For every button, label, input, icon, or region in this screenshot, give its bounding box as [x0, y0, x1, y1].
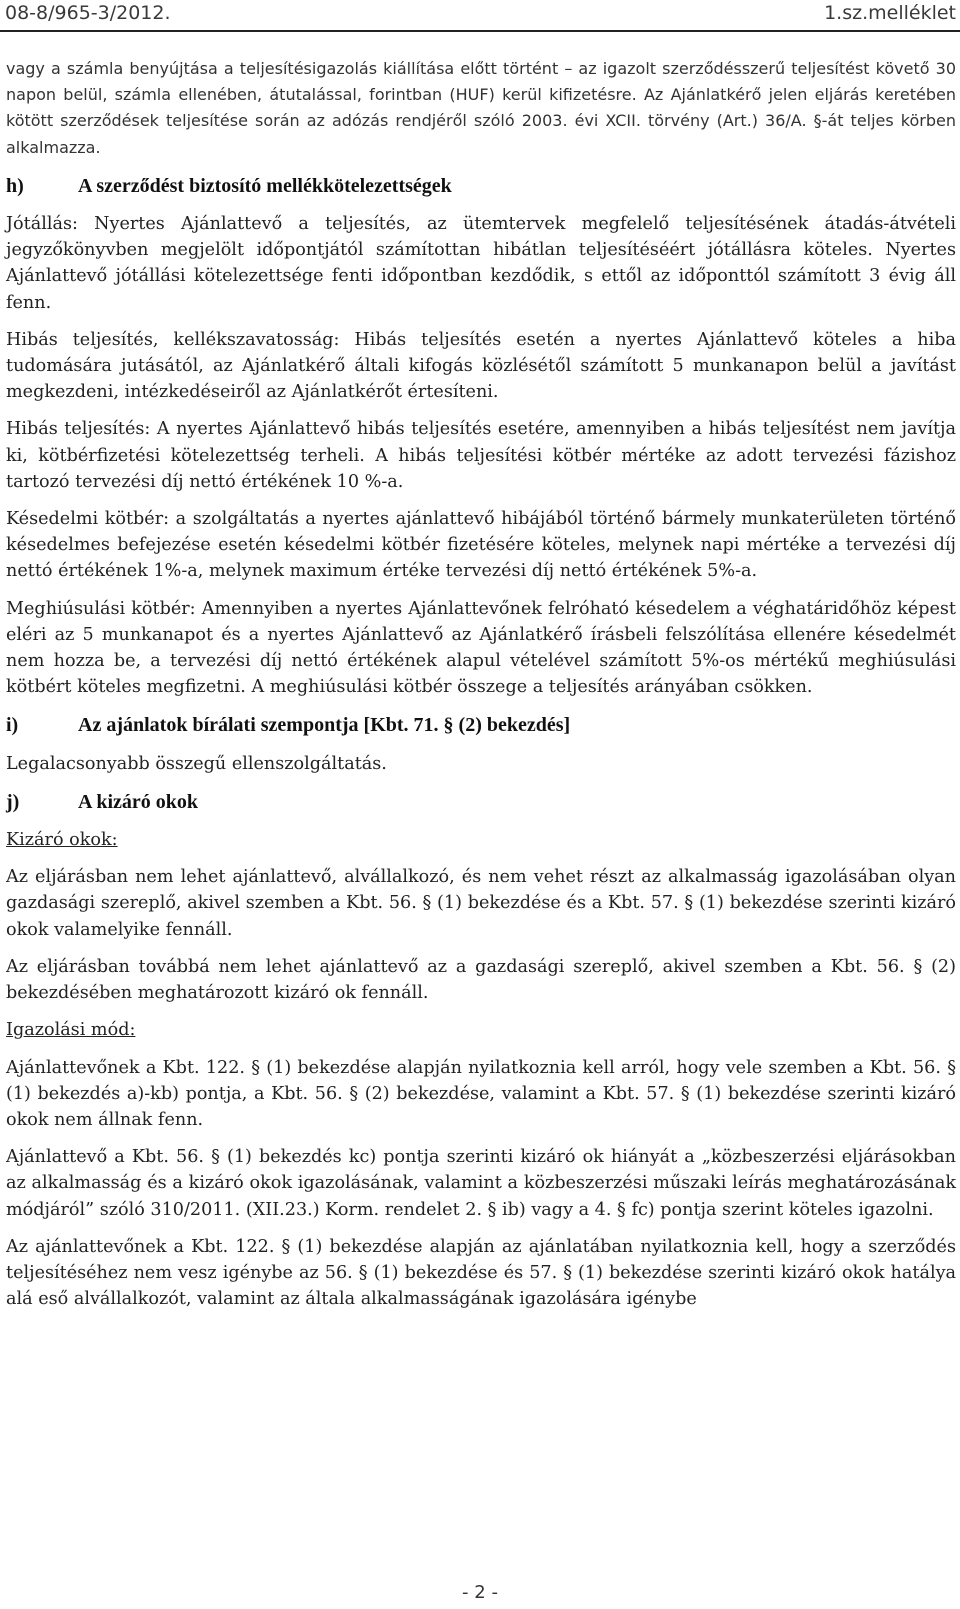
subheading-kizaro-okok-text: Kizáró okok:: [6, 830, 118, 851]
paragraph-kizaro-1: Az eljárásban nem lehet ajánlattevő, alvállalkozó, és nem vehet részt az alkalmasság igazolásában olyan gazdasági szereplő, akivel szemben a Kbt. 56. § (1) bekezdése és a Kbt. 57. § (1) bekezdése szerinti kizáró okok valamelyike fennáll.: [6, 867, 956, 940]
section-h-title: A szerződést biztosító mellékkötelezettségek: [78, 174, 452, 197]
paragraph-igazolas-1: Ajánlattevőnek a Kbt. 122. § (1) bekezdése alapján nyilatkoznia kell arról, hogy vele szemben a Kbt. 56. § (1) bekezdés a)-kb) pontja, a Kbt. 56. § (2) bekezdése, valamint a Kbt. 57. § (1) bekezdése szerinti kizáró okok nem állnak fenn.: [6, 1057, 956, 1130]
paragraph-meghiusulasi-kotber: Meghiúsulási kötbér: Amennyiben a nyertes Ajánlattevőnek felróható késedelem a véghatáridőhöz képest eléri az 5 munkanapot és a nyertes Ajánlattevő az Ajánlatkérő írásbeli felszólítása ellenére késedelmét nem hozza be, a tervezési díj nettó értékének alapul vételével számított 5%-os mértékű meghiúsulási kötbért köteles megfizetni. A meghiúsulási kötbér összege a teljesítés arányában csökken.: [6, 598, 956, 698]
paragraph-jotallas: Jótállás: Nyertes Ajánlattevő a teljesítés, az ütemtervek megfelelő teljesítésének átadás-átvételi jegyzőkönyvben megjelölt időpontjától számítottan hibátlan teljesítéséért jótállásra köteles. Nyertes Ajánlattevő jótállási kötelezettsége fenti időpontban kezdődik, s ettől az időponttól számított 3 évig áll fenn.: [6, 214, 956, 313]
header-divider: [0, 30, 960, 32]
subheading-kizaro-okok: [6, 827, 956, 853]
section-i-title: Az ajánlatok bírálati szempontja [Kbt. 71. § (2) bekezdés]: [78, 714, 571, 737]
paragraph-birálati-szempont: Legalacsonyabb összegű ellenszolgáltatás.: [6, 753, 387, 774]
paragraph-hibas-teljesites-kellekszavatossag: Hibás teljesítés, kellékszavatosság: Hibás teljesítés esetén a nyertes Ajánlattevő köteles a hiba tudomására jutásától, az Ajánlatkérő általi kifogás közlésétől számított 5 munkanapon belül a javítást megkezdeni, intézkedéseiről az Ajánlatkérőt értesíteni.: [6, 329, 956, 403]
section-i-letter: i): [6, 714, 19, 737]
section-h-letter: h): [6, 174, 24, 197]
annex-label: 1.sz.melléklet: [824, 2, 956, 24]
paragraph-kizaro-2: Az eljárásban továbbá nem lehet ajánlattevő az a gazdasági szereplő, akivel szemben a Kbt. 56. § (2) bekezdésében meghatározott kizáró ok fennáll.: [6, 956, 956, 1004]
section-i-heading: [6, 712, 956, 738]
section-h-heading: [6, 173, 956, 199]
intro-paragraph: [6, 56, 956, 161]
page-header: [0, 0, 960, 30]
document-body: [6, 56, 956, 1323]
intro-text-2: Az Ajánlatkérő jelen eljárás keretében kötött szerződések teljesítése során az adózás rendjéről szóló 2003. évi XCII. törvény (Art.) 36/A. §-át teljes körben alkalmazza.: [6, 85, 956, 157]
document-number: 08-8/965-3/2012.: [5, 2, 171, 24]
subheading-igazolasi-mod: [6, 1017, 956, 1043]
paragraph-igazolas-2: Ajánlattevő a Kbt. 56. § (1) bekezdés kc) pontja szerinti kizáró ok hiányát a „közbeszerzési eljárásokban az alkalmasság és a kizáró okok igazolásának, valamint a közbeszerzési műszaki leírás meghatározásának módjáról” szóló 310/2011. (XII.23.) Korm. rendelet 2. § ib) vagy a 4. § fc) pontja szerint köteles igazolni.: [6, 1147, 956, 1220]
intro-text-1: vagy a számla benyújtása a teljesítésigazolás kiállítása előtt történt – az igazolt szerződésszerű teljesítést követő 30 napon belül, számla ellenében, átutalással, forintban (HUF) kerül kifizetésre.: [6, 59, 956, 105]
page-number: - 2 -: [462, 1582, 498, 1603]
section-j-letter: j): [6, 790, 20, 813]
paragraph-igazolas-3: Az ajánlattevőnek a Kbt. 122. § (1) bekezdése alapján az ajánlatában nyilatkoznia kell, hogy a szerződés teljesítéséhez nem vesz igénybe az 56. § (1) bekezdése és 57. § (1) bekezdése szerinti kizáró okok hatálya alá eső alvállalkozót, valamint az általa alkalmasságának igazolására igénybe: [6, 1236, 956, 1310]
paragraph-hibas-teljesites: Hibás teljesítés: A nyertes Ajánlattevő hibás teljesítés esetére, amennyiben a hibás teljesítést nem javítja ki, kötbérfizetési kötelezettség terheli. A hibás teljesítési kötbér mértéke az adott tervezési fázishoz tartozó tervezési díj nettó értékének 10 %-a.: [6, 419, 956, 492]
section-j-heading: [6, 789, 956, 815]
section-j-title: A kizáró okok: [78, 790, 199, 813]
paragraph-kesedelmi-kotber: Késedelmi kötbér: a szolgáltatás a nyertes ajánlattevő hibájából történő bármely munkaterületen történő késedelmes befejezése esetén késedelmi kötbér fizetésére köteles, melynek napi mértéke a tervezési díj nettó értékének 1%-a, melynek maximum értéke tervezési díj nettó értékének 5%-a.: [6, 509, 956, 582]
subheading-igazolasi-mod-text: Igazolási mód:: [6, 1020, 136, 1041]
